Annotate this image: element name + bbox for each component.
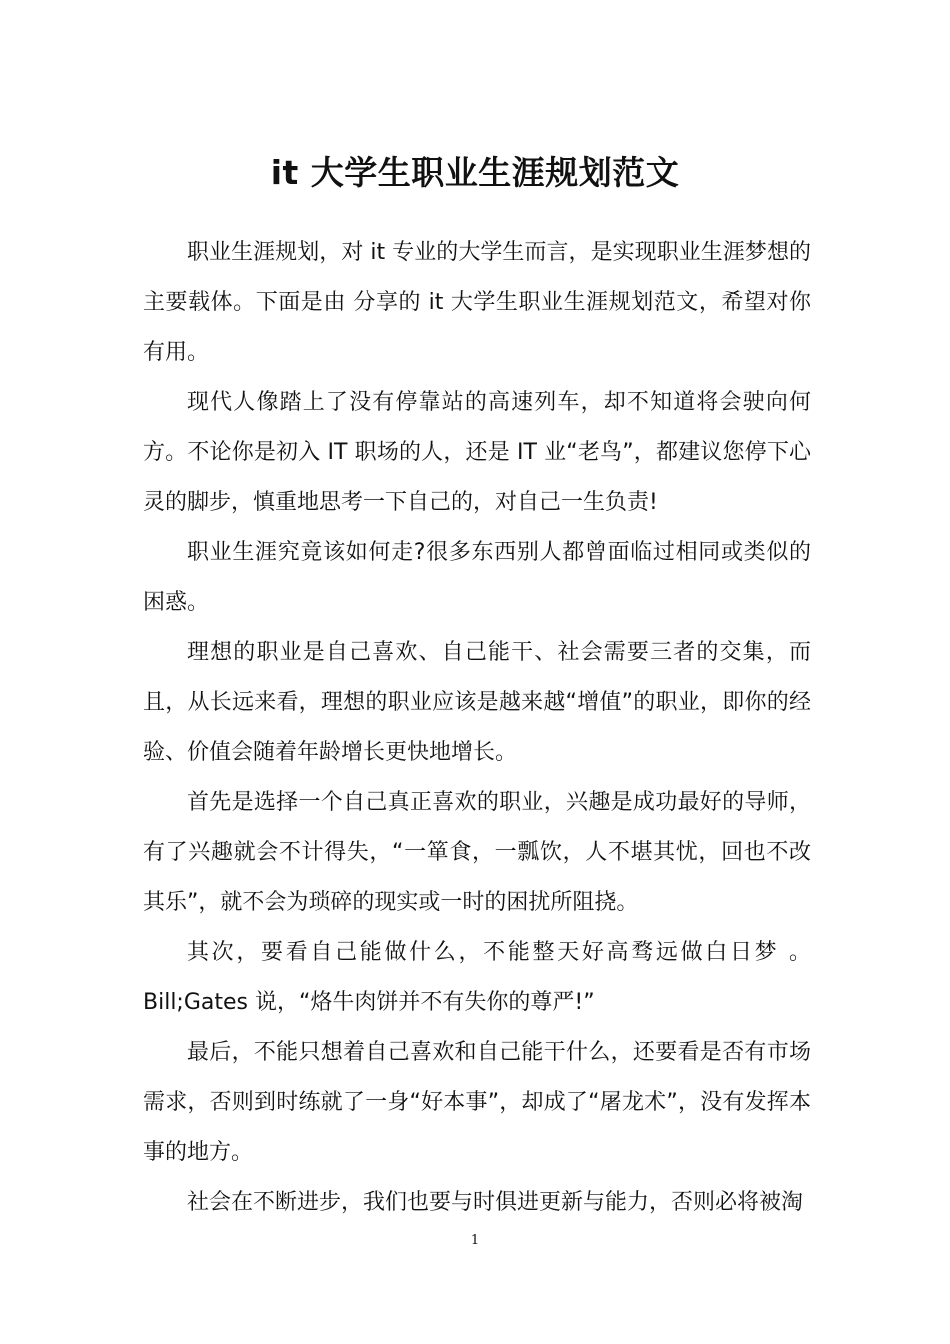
paragraph: 最后，不能只想着自己喜欢和自己能干什么，还要看是否有市场需求，否则到时练就了一身“好本事”，却成了“屠龙术”，没有发挥本事的地方。	[143, 1040, 811, 1165]
page-number: 1	[470, 1233, 480, 1248]
paragraph: 现代人像踏上了没有停靠站的高速列车，却不知道将会驶向何方。不论你是初入 IT 职场的人，还是 IT 业“老鸟”，都建议您停下心灵的脚步，慎重地思考一下自己的，对自己一生负责!	[143, 390, 811, 515]
document-body	[143, 228, 811, 1228]
document-title: it 大学生职业生涯规划范文	[270, 153, 680, 193]
paragraph: 社会在不断进步，我们也要与时俱进更新与能力，否则必将被淘	[187, 1190, 804, 1215]
paragraph: 理想的职业是自己喜欢、自己能干、社会需要三者的交集，而且，从长远来看，理想的职业应该是越来越“增值”的职业，即你的经验、价值会随着年龄增长更快地增长。	[143, 640, 811, 765]
paragraph: 其次，要看自己能做什么，不能整天好高骛远做白日梦 。Bill;Gates 说，“烙牛肉饼并不有失你的尊严!”	[143, 940, 811, 1015]
paragraph: 职业生涯究竟该如何走?很多东西别人都曾面临过相同或类似的困惑。	[143, 540, 811, 615]
paragraph: 职业生涯规划，对 it 专业的大学生而言，是实现职业生涯梦想的主要载体。下面是由 分享的 it 大学生职业生涯规划范文，希望对你有用。	[143, 240, 811, 365]
paragraph: 首先是选择一个自己真正喜欢的职业，兴趣是成功最好的导师，有了兴趣就会不计得失，“一箪食，一瓢饮，人不堪其忧，回也不改其乐”，就不会为琐碎的现实或一时的困扰所阻挠。	[143, 790, 811, 915]
